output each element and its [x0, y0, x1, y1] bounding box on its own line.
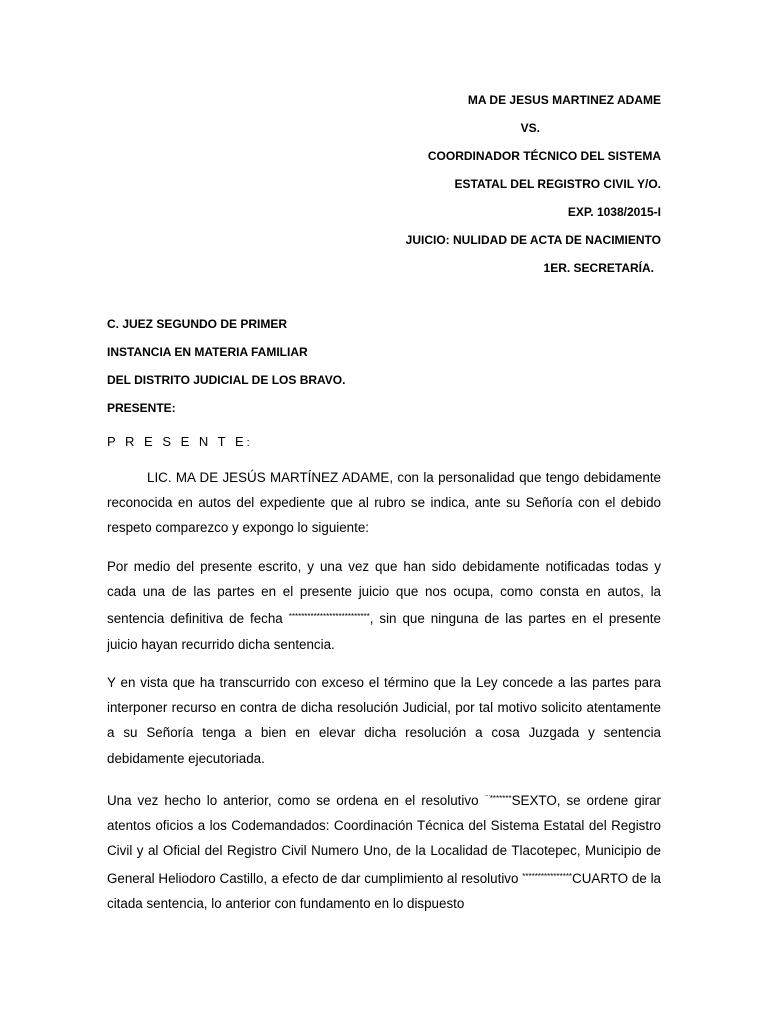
resolution-cuarto: CUARTO: [572, 870, 629, 886]
paragraph-order-text-c: de la citada sentencia, lo anterior con fundamento en lo dispuesto: [107, 870, 661, 911]
resolution-sexto: SEXTO: [511, 793, 557, 808]
addressee-line-1: C. JUEZ SEGUNDO DE PRIMER: [107, 317, 288, 331]
addressee-line-4: PRESENTE:: [107, 401, 176, 415]
paragraph-notification: [107, 554, 661, 657]
redacted-date: **************************: [288, 612, 370, 622]
redacted-marker-1: ¨¨*******: [484, 794, 512, 803]
paragraph-notification-text-b: , sin que ninguna de las partes en el presente juicio hayan recurrido dicha sentencia.: [107, 611, 661, 652]
redacted-marker-2: ****************: [522, 871, 573, 881]
addressee-line-2: INSTANCIA EN MATERIA FAMILIAR: [107, 345, 308, 359]
paragraph-order-text-b: , se ordene girar atentos oficios a los Codemandados: Coordinación Técnica del Sistema Estatal del Registro Civil y al Oficial del Registro Civil Numero Uno, de la Localidad de Tlacotepec, Municipio de General Heliodoro Castillo, a efecto de dar cumplimiento al resolutivo: [107, 793, 661, 886]
paragraph-notification-text-a: Por medio del presente escrito, y una vez que han sido debidamente notificadas todas y cada una de las partes en el presente juicio que nos ocupa, como consta en autos, la sentencia definitiva de fecha: [107, 559, 661, 627]
paragraph-introduction: LIC. MA DE JESÚS MARTÍNEZ ADAME, con la personalidad que tengo debidamente reconocida en autos del expediente que al rubro se indica, ante su Señoría con el debido respeto comparezco y expongo lo siguiente:: [107, 470, 661, 536]
salutation-text: P R E S E N T E: [107, 434, 247, 449]
paragraph-request: Y en vista que ha transcurrido con exceso el término que la Ley concede a las partes para interponer recurso en contra de dicha resolución Judicial, por tal motivo solicito atentamente a su Señoría tenga a bien en elevar dicha resolución a cosa Juzgada y sentencia debidamente ejecutoriada.: [107, 675, 661, 766]
addressee-line-3: DEL DISTRITO JUDICIAL DE LOS BRAVO.: [107, 373, 346, 387]
case-number: EXP. 1038/2015-I: [567, 205, 661, 219]
versus-label: VS.: [520, 121, 540, 135]
paragraph-order-text-a: Una vez hecho lo anterior, como se ordena en el resolutivo: [107, 793, 485, 808]
salutation-colon: :: [246, 437, 250, 449]
defendant-line-2: ESTATAL DEL REGISTRO CIVIL Y/O.: [454, 177, 661, 191]
plaintiff-name: MA DE JESUS MARTINEZ ADAME: [467, 93, 661, 107]
salutation: [107, 434, 250, 449]
defendant-line-1: COORDINADOR TÉCNICO DEL SISTEMA: [427, 149, 661, 163]
trial-type: JUICIO: NULIDAD DE ACTA DE NACIMIENTO: [405, 233, 661, 247]
secretariat: 1ER. SECRETARÍA.: [543, 261, 654, 275]
paragraph-order: [107, 786, 661, 916]
